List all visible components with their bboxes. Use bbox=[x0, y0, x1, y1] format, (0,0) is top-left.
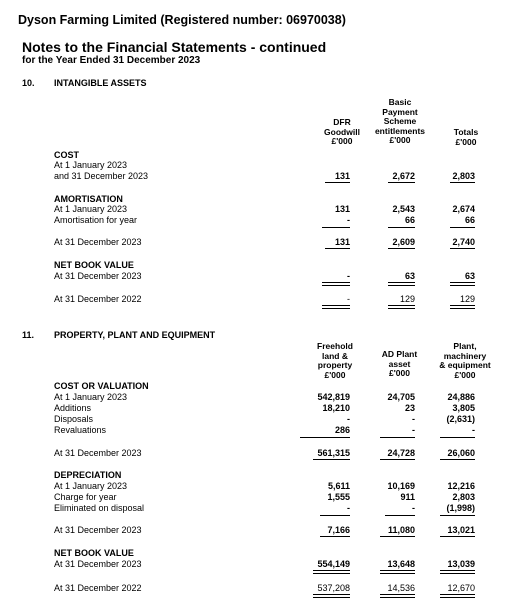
note-11-cost-row-freehold: 542,819 bbox=[317, 392, 350, 402]
note-11-nbv-heading: NET BOOK VALUE bbox=[54, 548, 134, 558]
note-11-cost-row-plant: 24,886 bbox=[447, 392, 475, 402]
note-11-dep-row-freehold: 1,555 bbox=[327, 492, 350, 502]
note-11-cost-total-freehold: 561,315 bbox=[317, 448, 350, 458]
note-11-cost-row-label: Revaluations bbox=[54, 425, 107, 435]
note-11-nbv-2022-freehold: 537,208 bbox=[317, 583, 350, 593]
note-10-nbv-2022-totals: 129 bbox=[459, 294, 475, 304]
rule bbox=[388, 282, 415, 283]
note-10-amort-row1-bps: 2,543 bbox=[392, 204, 415, 214]
note-11-dep-total-plant: 13,021 bbox=[447, 525, 475, 535]
note-10-amort-total-goodwill: 131 bbox=[334, 237, 350, 247]
note-11-cost-row-freehold: 286 bbox=[334, 425, 350, 435]
note-11-nbv-2022-plant: 12,670 bbox=[447, 583, 475, 593]
note-10-nbv-2022-bps: 129 bbox=[399, 294, 415, 304]
rule bbox=[380, 597, 415, 598]
note-11-dep-row-plant: 12,216 bbox=[447, 481, 475, 491]
note-11-nbv-2022-ad-plant: 14,536 bbox=[387, 583, 415, 593]
note-11-nbv-2023-plant: 13,039 bbox=[447, 559, 475, 569]
note-11-dep-row-plant: (1,998) bbox=[446, 503, 475, 513]
note-11-nbv-2023-ad-plant: 13,648 bbox=[387, 559, 415, 569]
note-10-nbv-2023-goodwill: - bbox=[347, 271, 350, 281]
underline bbox=[450, 182, 475, 183]
note-11-cost-row-label: At 1 January 2023 bbox=[54, 392, 128, 402]
underline bbox=[380, 536, 415, 537]
note-10-cost-line2: and 31 December 2023 bbox=[54, 171, 149, 181]
note-11-dep-row-freehold: - bbox=[347, 503, 350, 513]
rule bbox=[440, 594, 475, 595]
note-11-dep-row-ad-plant: 911 bbox=[400, 492, 415, 502]
notes-title: Notes to the Financial Statements - continued bbox=[22, 39, 327, 55]
rule bbox=[450, 308, 475, 309]
rule bbox=[450, 227, 475, 228]
rule bbox=[380, 437, 415, 438]
note-11-dep-total-label: At 31 December 2023 bbox=[54, 525, 142, 535]
note-10-cost-goodwill: 131 bbox=[334, 171, 350, 181]
note-11-title: PROPERTY, PLANT AND EQUIPMENT bbox=[54, 330, 216, 340]
note-10-cost-heading: COST bbox=[54, 150, 80, 160]
note-11-cost-row-ad-plant: 24,705 bbox=[387, 392, 415, 402]
note-11-cost-total-plant: 26,060 bbox=[447, 448, 475, 458]
note-10-amort-row1-label: At 1 January 2023 bbox=[54, 204, 128, 214]
rule bbox=[450, 305, 475, 306]
rule bbox=[440, 597, 475, 598]
underline bbox=[313, 459, 350, 460]
note-11-dep-row-label: At 1 January 2023 bbox=[54, 481, 128, 491]
note-10-col-totals-header: Totals £'000 bbox=[453, 127, 479, 147]
rule bbox=[380, 570, 415, 571]
note-10-nbv-2023-label: At 31 December 2023 bbox=[54, 271, 142, 281]
note-10-nbv-heading: NET BOOK VALUE bbox=[54, 260, 134, 270]
underline bbox=[388, 248, 415, 249]
rule bbox=[313, 570, 350, 571]
rule bbox=[388, 227, 415, 228]
rule bbox=[322, 305, 350, 306]
note-10-amort-row2-goodwill: - bbox=[347, 215, 350, 225]
rule bbox=[388, 305, 415, 306]
note-11-cost-total-label: At 31 December 2023 bbox=[54, 448, 142, 458]
company-heading: Dyson Farming Limited (Registered number: 06970038) bbox=[18, 13, 346, 27]
rule bbox=[440, 515, 475, 516]
rule bbox=[440, 573, 475, 574]
underline bbox=[320, 536, 350, 537]
note-10-amort-row1-totals: 2,674 bbox=[452, 204, 475, 214]
note-10-amort-row2-bps: 66 bbox=[404, 215, 415, 225]
note-11-dep-heading: DEPRECIATION bbox=[54, 470, 122, 480]
rule bbox=[385, 515, 415, 516]
rule bbox=[313, 597, 350, 598]
rule bbox=[388, 285, 415, 286]
note-10-nbv-2023-bps: 63 bbox=[404, 271, 415, 281]
rule bbox=[380, 573, 415, 574]
rule bbox=[322, 285, 350, 286]
note-11-cost-row-freehold: 18,210 bbox=[322, 403, 350, 413]
note-11-cost-row-plant: 3,805 bbox=[452, 403, 475, 413]
note-10-nbv-2023-totals: 63 bbox=[464, 271, 475, 281]
note-11-dep-total-ad-plant: 11,080 bbox=[387, 525, 415, 535]
rule bbox=[440, 437, 475, 438]
note-10-nbv-2022-goodwill: - bbox=[347, 294, 350, 304]
underline bbox=[325, 182, 350, 183]
note-10-amort-total-bps: 2,609 bbox=[392, 237, 415, 247]
note-10-cost-bps: 2,672 bbox=[392, 171, 415, 181]
note-11-cost-row-label: Disposals bbox=[54, 414, 94, 424]
note-10-title: INTANGIBLE ASSETS bbox=[54, 78, 147, 88]
rule bbox=[322, 308, 350, 309]
note-10-col-goodwill-header: DFR Goodwill £'000 bbox=[324, 117, 360, 146]
underline bbox=[325, 248, 350, 249]
note-11-dep-row-ad-plant: - bbox=[412, 503, 415, 513]
note-11-cost-row-ad-plant: - bbox=[412, 425, 415, 435]
rule bbox=[450, 282, 475, 283]
note-11-cost-row-ad-plant: - bbox=[412, 414, 415, 424]
notes-subtitle: for the Year Ended 31 December 2023 bbox=[22, 55, 201, 66]
note-11-dep-row-label: Eliminated on disposal bbox=[54, 503, 145, 513]
rule bbox=[380, 594, 415, 595]
underline bbox=[450, 248, 475, 249]
note-11-nbv-2023-freehold: 554,149 bbox=[317, 559, 350, 569]
rule bbox=[320, 515, 350, 516]
rule bbox=[313, 573, 350, 574]
note-10-cost-totals: 2,803 bbox=[452, 171, 475, 181]
note-11-col-freehold-header: Freehold land & property £'000 bbox=[317, 341, 353, 380]
note-10-cost-line1: At 1 January 2023 bbox=[54, 160, 128, 170]
rule bbox=[313, 594, 350, 595]
rule bbox=[300, 437, 350, 438]
note-10-amort-row2-label: Amortisation for year bbox=[54, 215, 138, 225]
note-11-dep-row-plant: 2,803 bbox=[452, 492, 475, 502]
underline bbox=[380, 459, 415, 460]
note-11-cost-row-ad-plant: 23 bbox=[404, 403, 415, 413]
underline bbox=[388, 182, 415, 183]
note-11-cost-heading: COST OR VALUATION bbox=[54, 381, 149, 391]
rule bbox=[450, 285, 475, 286]
note-11-cost-row-plant: - bbox=[472, 425, 475, 435]
note-11-number: 11. bbox=[22, 330, 35, 340]
note-10-amort-row2-totals: 66 bbox=[464, 215, 475, 225]
note-11-col-plant-machinery-header: Plant, machinery & equipment £'000 bbox=[439, 341, 491, 380]
note-11-cost-row-plant: (2,631) bbox=[446, 414, 475, 424]
note-10-number: 10. bbox=[22, 78, 35, 88]
note-11-nbv-2023-label: At 31 December 2023 bbox=[54, 559, 142, 569]
note-11-dep-total-freehold: 7,166 bbox=[327, 525, 350, 535]
underline bbox=[440, 536, 475, 537]
note-10-amort-heading: AMORTISATION bbox=[54, 194, 123, 204]
note-10-col-bps-header: Basic Payment Scheme entitlements £'000 bbox=[374, 97, 426, 145]
note-11-dep-row-ad-plant: 10,169 bbox=[387, 481, 415, 491]
rule bbox=[388, 308, 415, 309]
note-11-dep-row-label: Charge for year bbox=[54, 492, 117, 502]
underline bbox=[440, 459, 475, 460]
note-11-cost-row-freehold: - bbox=[347, 414, 350, 424]
note-10-amort-row1-goodwill: 131 bbox=[334, 204, 350, 214]
note-10-amort-total-totals: 2,740 bbox=[452, 237, 475, 247]
note-10-nbv-2022-label: At 31 December 2022 bbox=[54, 294, 142, 304]
note-11-dep-row-freehold: 5,611 bbox=[327, 481, 350, 491]
note-11-nbv-2022-label: At 31 December 2022 bbox=[54, 583, 142, 593]
rule bbox=[322, 282, 350, 283]
note-10-amort-total-label: At 31 December 2023 bbox=[54, 237, 142, 247]
rule bbox=[440, 570, 475, 571]
note-11-col-ad-plant-header: AD Plant asset £'000 bbox=[381, 349, 418, 378]
rule bbox=[322, 227, 350, 228]
note-11-cost-row-label: Additions bbox=[54, 403, 92, 413]
note-11-cost-total-ad-plant: 24,728 bbox=[387, 448, 415, 458]
